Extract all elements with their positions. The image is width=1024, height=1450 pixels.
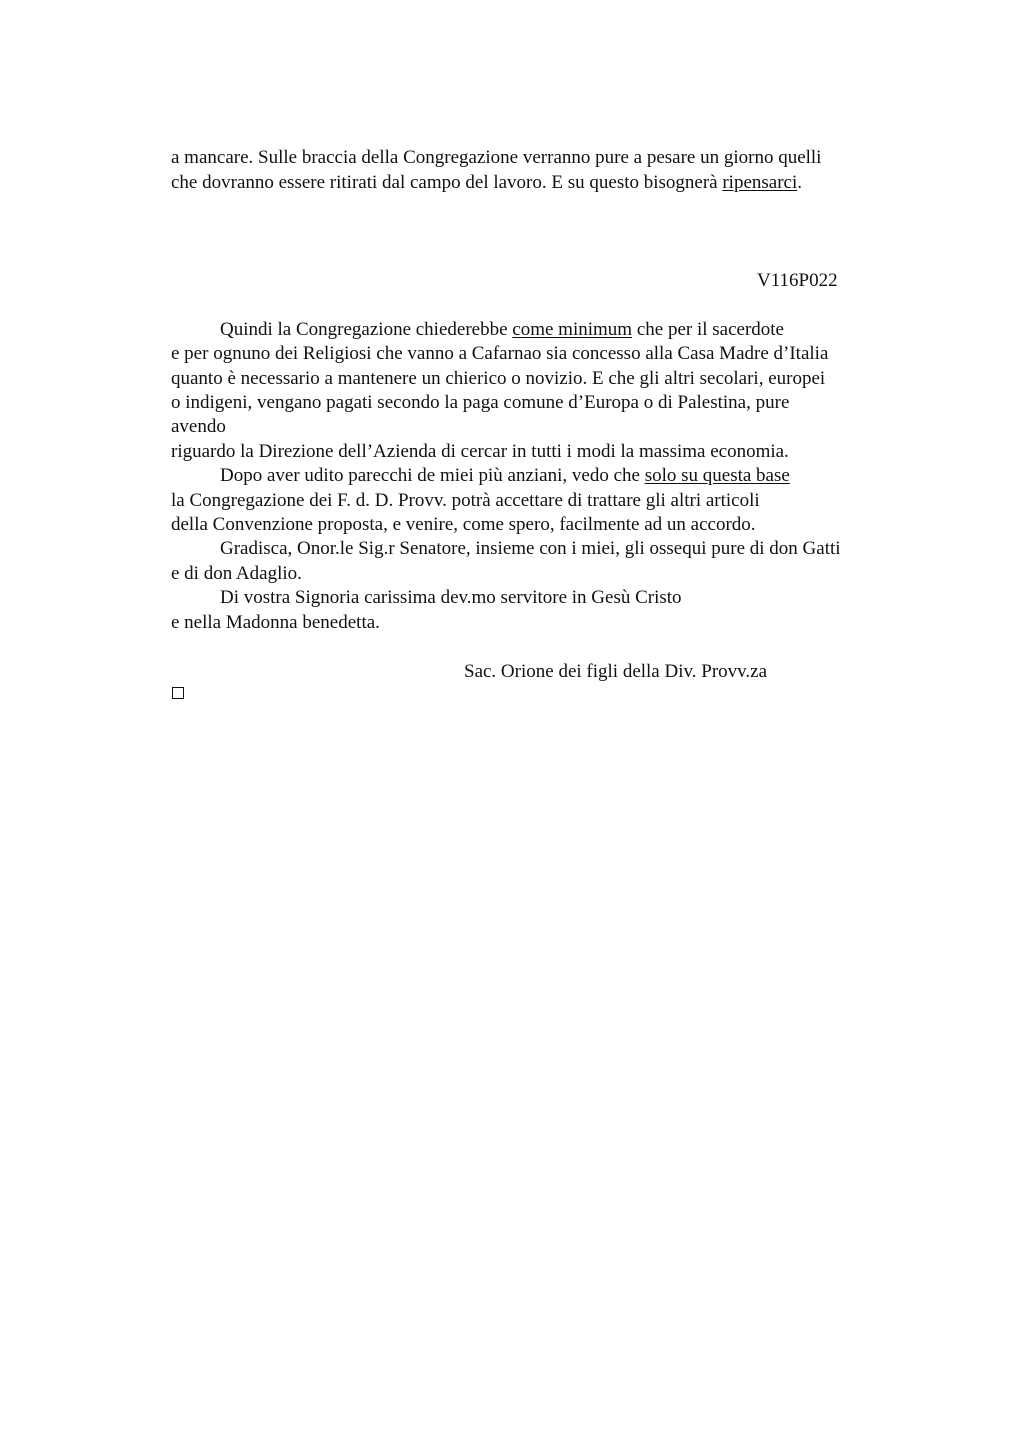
closing-line-1: Di vostra Signoria carissima dev.mo servitore in Gesù Cristo: [220, 587, 682, 608]
underlined-solo-su-questa-base: solo su questa base: [644, 465, 790, 486]
intro-line-2-end: .: [797, 172, 803, 193]
intro-line-1: a mancare. Sulle braccia della Congregazione verranno pure a pesare un giorno quelli: [171, 147, 822, 168]
paragraph2-line-1: [220, 464, 790, 488]
paragraph3-line-2: e di don Adaglio.: [171, 563, 302, 584]
paragraph1-line-1-text: Quindi la Congregazione chiederebbe: [220, 319, 513, 340]
paragraph1-line-5: avendo: [171, 416, 226, 437]
paragraph1-line-6: riguardo la Direzione dell’Azienda di cercar in tutti i modi la massima economia.: [171, 441, 789, 462]
paragraph1-line-3: quanto è necessario a mantenere un chierico o novizio. E che gli altri secolari, europei: [171, 368, 826, 389]
page-code: V116P022: [757, 270, 838, 291]
paragraph3-line-1: Gradisca, Onor.le Sig.r Senatore, insieme con i miei, gli ossequi pure di don Gatti: [220, 538, 841, 559]
checkbox-square-icon: [172, 687, 184, 699]
closing-line-2: e nella Madonna benedetta.: [171, 612, 380, 633]
paragraph2-line-2: la Congregazione dei F. d. D. Provv. potrà accettare di trattare gli altri articoli: [171, 490, 760, 511]
intro-line-2: [171, 171, 802, 195]
paragraph1-line-2: e per ognuno dei Religiosi che vanno a Cafarnao sia concesso alla Casa Madre d’Italia: [171, 343, 829, 364]
paragraph1-line-4: o indigeni, vengano pagati secondo la paga comune d’Europa o di Palestina, pure: [171, 392, 790, 413]
paragraph1-line-1: [220, 318, 784, 342]
signature: Sac. Orione dei figli della Div. Provv.za: [464, 661, 768, 682]
underlined-ripensarci: ripensarci: [722, 172, 798, 193]
intro-line-2-text: che dovranno essere ritirati dal campo del lavoro. E su questo bisognerà: [171, 172, 723, 193]
underlined-come-minimum: come minimum: [512, 319, 633, 340]
paragraph1-line-1-end: che per il sacerdote: [632, 319, 784, 340]
paragraph2-line-3: della Convenzione proposta, e venire, come spero, facilmente ad un accordo.: [171, 514, 756, 535]
paragraph2-line-1-text: Dopo aver udito parecchi de miei più anziani, vedo che: [220, 465, 645, 486]
